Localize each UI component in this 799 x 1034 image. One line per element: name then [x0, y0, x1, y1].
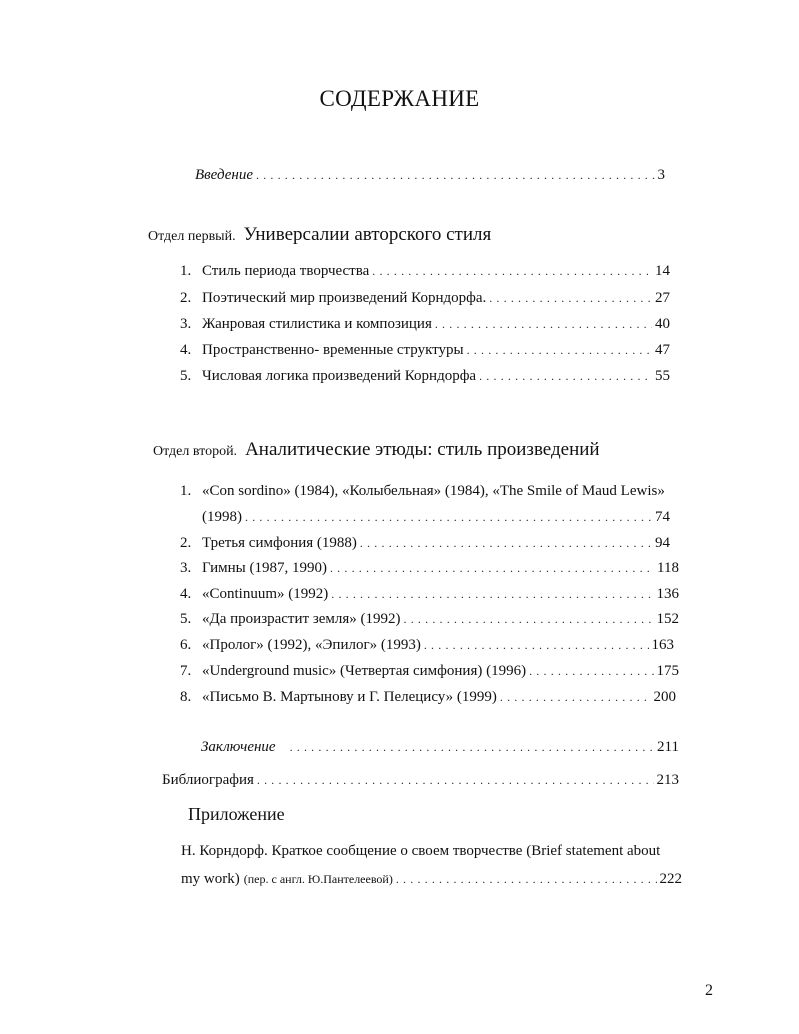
toc-entry-part2-6[interactable] [180, 636, 674, 654]
appendix-entry-line1[interactable]: Н. Корндорф. Краткое сообщение о своем творчестве (Brief statement about [181, 843, 661, 859]
leader-dots [396, 870, 657, 888]
page-number: 2 [705, 982, 713, 999]
appendix-entry-line2[interactable] [181, 870, 682, 888]
part2-heading [153, 439, 600, 461]
part-prefix: Отдел первый. [148, 229, 236, 244]
toc-entry-label: Библиография [162, 772, 254, 788]
leader-dots [331, 585, 653, 603]
toc-entry-number: 5. [180, 611, 192, 627]
leader-dots [529, 662, 653, 680]
toc-entry-label: Числовая логика произведений Корндорфа [202, 368, 477, 384]
toc-entry-part2-2[interactable] [180, 534, 670, 552]
part-prefix: Отдел второй. [153, 444, 238, 459]
leader-dots [500, 688, 651, 706]
toc-entry-part2-5[interactable] [180, 610, 679, 628]
leader-dots [435, 315, 652, 333]
toc-entry-part2-4[interactable] [180, 585, 679, 603]
toc-page-number: 27 [655, 290, 670, 306]
toc-entry-part1-1[interactable] [180, 262, 670, 280]
leader-dots [245, 508, 652, 526]
leader-dots [479, 367, 652, 385]
toc-entry-bibliography[interactable] [162, 771, 679, 789]
toc-entry-label: Пространственно- временные структуры [202, 342, 464, 358]
leader-dots [467, 341, 652, 359]
toc-page-number: 47 [655, 342, 670, 358]
leader-dots [404, 610, 654, 628]
toc-entry-part1-2[interactable] [180, 289, 670, 307]
toc-entry-label: «Да произрастит земля» (1992) [202, 611, 401, 627]
translator-note: (пер. с англ. Ю.Пантелеевой) [243, 872, 393, 886]
leader-dots [360, 534, 652, 552]
leader-dots [290, 738, 654, 756]
toc-entry-part1-5[interactable] [180, 367, 670, 385]
toc-entry-number: 6. [180, 637, 192, 653]
toc-entry-label: «Письмо В. Мартынову и Г. Пелецису» (1999) [202, 689, 497, 705]
leader-dots [489, 289, 652, 307]
toc-entry-number: 5. [180, 368, 192, 384]
leader-dots [257, 771, 654, 789]
toc-entry-label: «Continuum» (1992) [202, 586, 329, 602]
toc-page-number: 222 [659, 871, 682, 887]
toc-page-number: 163 [651, 637, 674, 653]
toc-page-number: 14 [655, 263, 670, 279]
toc-entry-conclusion[interactable] [201, 738, 679, 756]
toc-page-number: 152 [656, 611, 679, 627]
toc-entry-number: 4. [180, 342, 192, 358]
leader-dots [256, 166, 655, 184]
toc-page-number: 213 [656, 772, 679, 788]
toc-entry-label: Поэтический мир произведений Корндорфа. [202, 290, 487, 306]
toc-entry-label: Третья симфония (1988) [202, 535, 357, 551]
toc-page-number: 175 [656, 663, 679, 679]
toc-entry-number: 3. [180, 560, 192, 576]
part-name: Аналитические этюды: стиль произведений [245, 439, 600, 460]
toc-page-number: 55 [655, 368, 670, 384]
toc-entry-number: 1. [180, 483, 192, 499]
toc-entry-part1-3[interactable] [180, 315, 670, 333]
toc-entry-number: 3. [180, 316, 192, 332]
toc-entry-label: Гимны (1987, 1990) [202, 560, 327, 576]
toc-entry-number: 7. [180, 663, 192, 679]
toc-entry-number: 8. [180, 689, 192, 705]
toc-entry-label: «Con sordino» (1984), «Колыбельная» (1984), «The Smile of Maud Lewis» [202, 483, 665, 499]
toc-entry-label: my work) [181, 871, 240, 887]
toc-entry-number: 2. [180, 290, 192, 306]
leader-dots [372, 262, 652, 280]
toc-entry-part2-7[interactable] [180, 662, 679, 680]
toc-entry-number: 2. [180, 535, 192, 551]
toc-entry-label: «Underground music» (Четвертая симфония) (1996) [202, 663, 527, 679]
leader-dots [330, 559, 654, 577]
toc-page-number: 200 [653, 689, 676, 705]
toc-entry-part2-3[interactable] [180, 559, 679, 577]
toc-page-number: 94 [655, 535, 670, 551]
toc-entry-label: Введение [195, 167, 253, 183]
toc-page-number: 74 [655, 509, 670, 525]
toc-entry-label: Стиль периода творчества [202, 263, 370, 279]
toc-entry-part2-1-line1[interactable] [180, 482, 670, 500]
appendix-heading: Приложение [188, 804, 285, 824]
toc-entry-label: «Пролог» (1992), «Эпилог» (1993) [202, 637, 421, 653]
toc-page-number: 3 [657, 167, 665, 183]
toc-entry-part1-4[interactable] [180, 341, 670, 359]
toc-entry-number: 1. [180, 263, 192, 279]
toc-page-number: 40 [655, 316, 670, 332]
part-name: Универсалии авторского стиля [243, 224, 492, 245]
toc-entry-number: 4. [180, 586, 192, 602]
toc-entry-label: Жанровая стилистика и композиция [202, 316, 432, 332]
toc-entry-part2-8[interactable] [180, 688, 676, 706]
toc-entry-intro[interactable] [195, 166, 665, 184]
part1-heading [148, 224, 491, 246]
toc-entry-part2-1-line2[interactable] [202, 508, 670, 526]
toc-entry-label-continued: (1998) [202, 509, 242, 525]
toc-page-number: 136 [656, 586, 679, 602]
toc-page-number: 211 [657, 739, 679, 755]
page-title: СОДЕРЖАНИЕ [319, 86, 480, 111]
leader-dots [424, 636, 649, 654]
toc-page-number: 118 [657, 560, 679, 576]
toc-entry-label: Заключение [201, 739, 276, 755]
